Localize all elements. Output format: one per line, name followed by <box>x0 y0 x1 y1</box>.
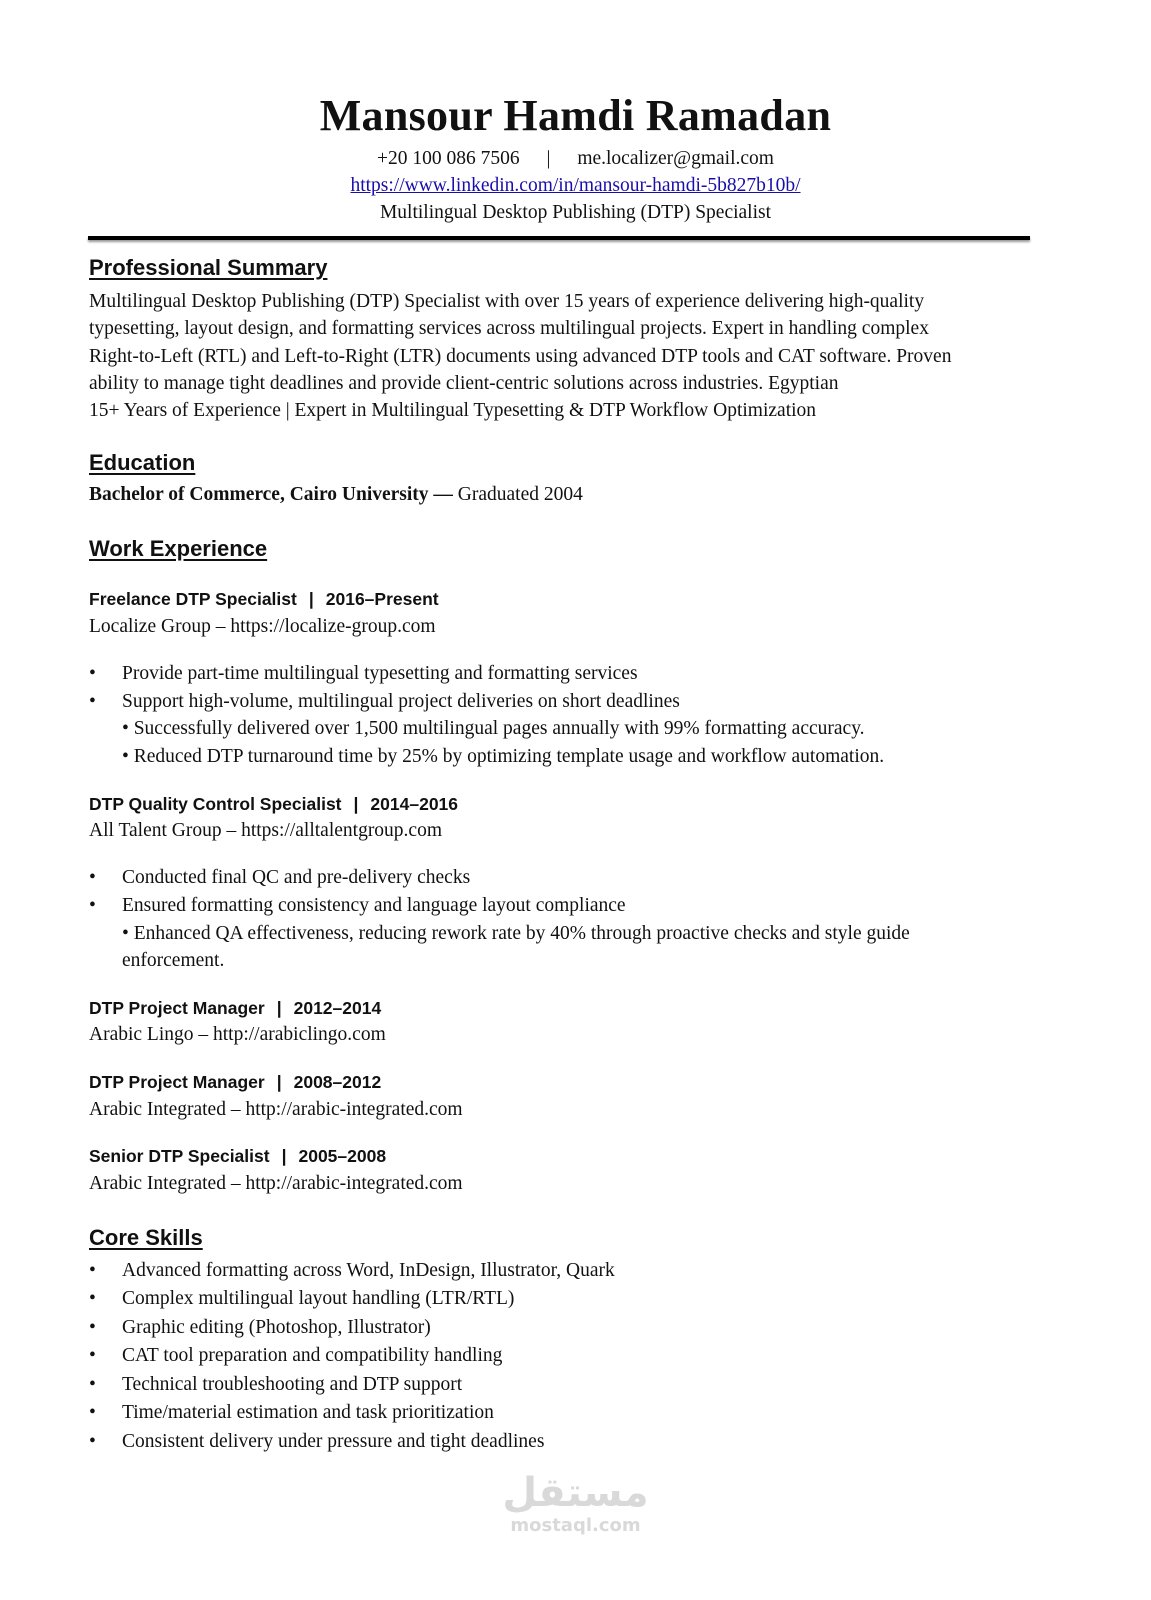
job-years: 2014–2016 <box>370 794 459 814</box>
skill-text: Graphic editing (Photoshop, Illustrator) <box>122 1317 431 1338</box>
work-heading: Work Experience <box>89 536 268 561</box>
header-divider <box>88 236 1030 240</box>
achievement: enforcement. <box>122 950 225 971</box>
graduation: Graduated 2004 <box>457 484 583 505</box>
job-years: 2005–2008 <box>298 1146 387 1166</box>
bullet-text: Conducted final QC and pre-delivery checks <box>122 867 471 888</box>
summary-line: ability to manage tight deadlines and provide client-centric solutions across industries. Egyptian <box>89 372 839 394</box>
job-years: 2016–Present <box>325 589 439 609</box>
skill-text: Consistent delivery under pressure and tight deadlines <box>122 1431 545 1452</box>
job-header: Senior DTP Specialist | 2005–2008 <box>89 1146 387 1166</box>
email-link[interactable]: me.localizer@gmail.com <box>577 148 774 169</box>
job-company: Arabic Integrated – http://arabic-integrated.com <box>89 1173 463 1194</box>
bullet-text: Provide part-time multilingual typesetting and formatting services <box>122 663 638 684</box>
summary-text <box>89 288 1039 424</box>
job-role: DTP Project Manager <box>89 998 265 1018</box>
skills-heading: Core Skills <box>89 1225 203 1250</box>
job-years: 2008–2012 <box>293 1072 382 1092</box>
watermark-logo: مستقل <box>502 1470 649 1516</box>
job-company: All Talent Group – https://alltalentgroup.com <box>89 820 443 841</box>
watermark-text: mostaql.com <box>510 1515 641 1536</box>
job-header: DTP Project Manager | 2012–2014 <box>89 998 382 1018</box>
achievement: • Enhanced QA effectiveness, reducing rework rate by 40% through proactive checks and style guide <box>122 923 910 944</box>
job-header: DTP Quality Control Specialist | 2014–2016 <box>89 794 459 814</box>
contact-line <box>0 148 1151 170</box>
summary-line: Multilingual Desktop Publishing (DTP) Specialist with over 15 years of experience delivering high-quality <box>89 291 925 312</box>
skill-text: Complex multilingual layout handling (LTR/RTL) <box>122 1288 515 1309</box>
job-years: 2012–2014 <box>293 998 382 1018</box>
linkedin-link[interactable]: https://www.linkedin.com/in/mansour-hamdi-5b827b10b/ <box>350 175 801 196</box>
skill-text: Advanced formatting across Word, InDesign, Illustrator, Quark <box>122 1260 615 1281</box>
bullet-text: Support high-volume, multilingual project deliveries on short deadlines <box>122 691 680 712</box>
job-role: DTP Project Manager <box>89 1072 265 1092</box>
summary-line: Right-to-Left (RTL) and Left-to-Right (LTR) documents using advanced DTP tools and CAT software. Proven <box>89 345 952 367</box>
education-heading: Education <box>89 450 196 475</box>
achievement: • Reduced DTP turnaround time by 25% by optimizing template usage and workflow automation. <box>122 746 885 767</box>
dash: — <box>428 484 458 505</box>
job-header: DTP Project Manager | 2008–2012 <box>89 1072 382 1092</box>
summary-line: typesetting, layout design, and formatting services across multilingual projects. Expert in handling complex <box>89 318 929 340</box>
degree: Bachelor of Commerce, Cairo University <box>89 484 429 505</box>
bullet-text: Ensured formatting consistency and language layout compliance <box>122 895 626 916</box>
job-company: Arabic Lingo – http://arabiclingo.com <box>89 1024 386 1045</box>
skill-text: Technical troubleshooting and DTP support <box>122 1374 463 1395</box>
job-role: Senior DTP Specialist <box>89 1146 270 1166</box>
contact-separator: | <box>546 148 551 169</box>
education-entry <box>89 484 583 506</box>
phone: +20 100 086 7506 <box>377 148 520 169</box>
job-title: Multilingual Desktop Publishing (DTP) Specialist <box>379 202 772 223</box>
job-header: Freelance DTP Specialist | 2016–Present <box>89 589 439 609</box>
skill-text: Time/material estimation and task prioritization <box>122 1402 494 1423</box>
achievement: • Successfully delivered over 1,500 multilingual pages annually with 99% formatting accuracy. <box>122 718 865 739</box>
job-company: Localize Group – https://localize-group.com <box>89 616 436 637</box>
candidate-name: Mansour Hamdi Ramadan <box>319 91 832 140</box>
job-role: Freelance DTP Specialist <box>89 589 297 609</box>
summary-heading: Professional Summary <box>89 255 328 280</box>
job-company: Arabic Integrated – http://arabic-integrated.com <box>89 1099 463 1120</box>
summary-line: 15+ Years of Experience | Expert in Multilingual Typesetting & DTP Workflow Optimization <box>89 400 817 422</box>
skill-text: CAT tool preparation and compatibility handling <box>122 1345 503 1366</box>
job-role: DTP Quality Control Specialist <box>89 794 342 814</box>
